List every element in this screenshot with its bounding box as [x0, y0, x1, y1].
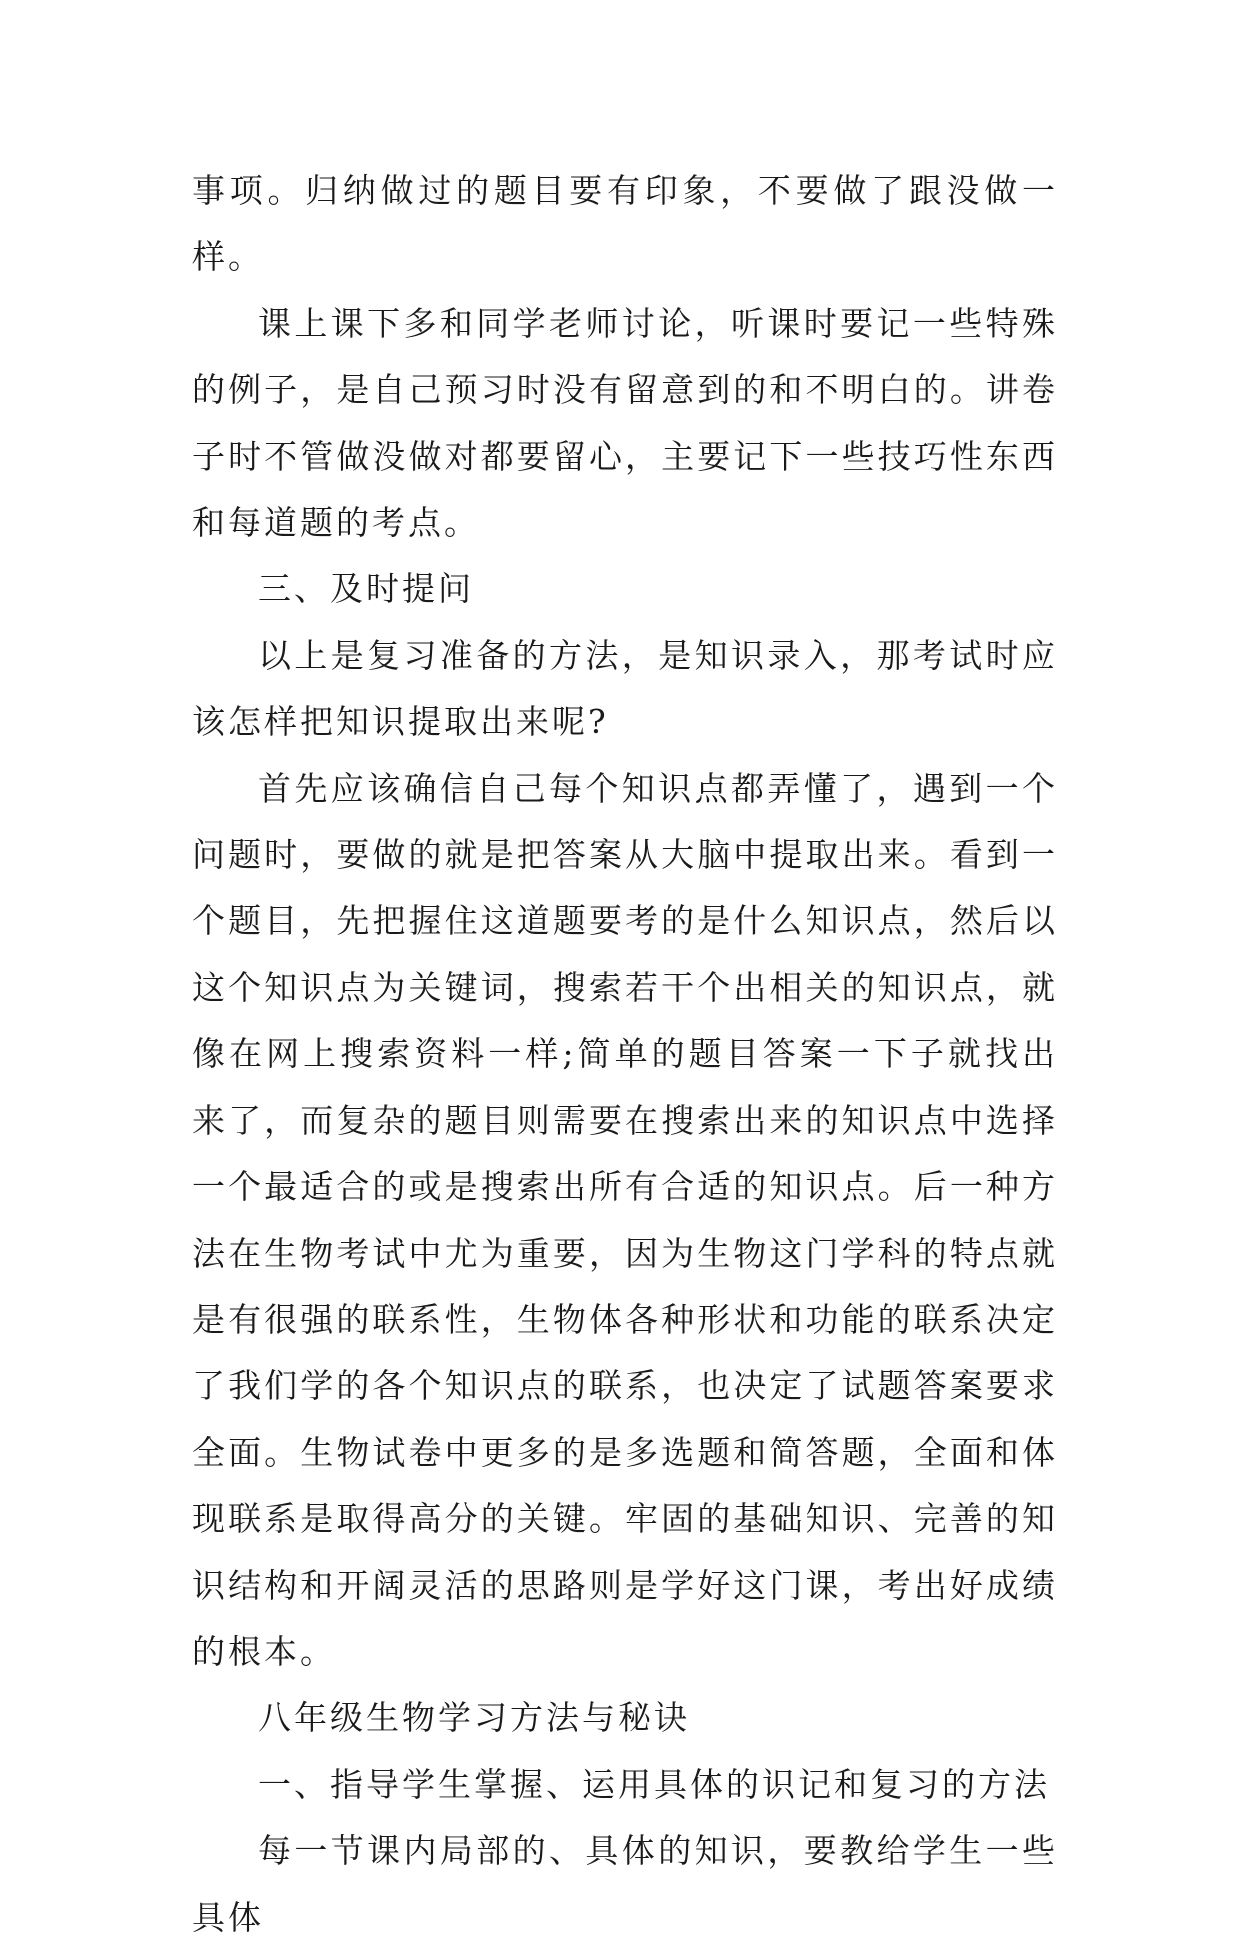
section-heading-1: 一、指导学生掌握、运用具体的识记和复习的方法 — [258, 1764, 1050, 1804]
document-body — [192, 158, 1058, 1951]
paragraph-5: 首先应该确信自己每个知识点都弄懂了，遇到一个问题时，要做的就是把答案从大脑中提取出来。看到一个题目，先把握住这道题要考的是什么知识点，然后以这个知识点为关键词，搜索若干个出相关的知识点，就像在网上搜索资料一样;简单的题目答案一下子就找出来了，而复杂的题目则需要在搜索出来的知识点中选择一个最适合的或是搜索出所有合适的知识点。后一种方法在生物考试中尤为重要，因为生物这门学科的特点就是有很强的联系性，生物体各种形状和功能的联系决定了我们学的各个知识点的联系，也决定了试题答案要求全面。生物试卷中更多的是多选题和简答题，全面和体现联系是取得高分的关键。牢固的基础知识、完善的知识结构和开阔灵活的思路则是学好这门课，考出好成绩的根本。 — [192, 768, 1058, 1671]
section-title-learning-methods: 八年级生物学习方法与秘诀 — [258, 1698, 690, 1738]
paragraph-2: 课上课下多和同学老师讨论，听课时要记一些特殊的例子，是自己预习时没有留意到的和不明白的。讲卷子时不管做没做对都要留心，主要记下一些技巧性东西和每道题的考点。 — [192, 303, 1058, 543]
paragraph-4: 以上是复习准备的方法，是知识录入，那考试时应该怎样把知识提取出来呢? — [192, 635, 1058, 742]
section-heading-3: 三、及时提问 — [258, 569, 474, 609]
paragraph-1: 事项。归纳做过的题目要有印象，不要做了跟没做一样。 — [192, 171, 1058, 277]
paragraph-8: 每一节课内局部的、具体的知识，要教给学生一些具体 — [192, 1831, 1058, 1937]
